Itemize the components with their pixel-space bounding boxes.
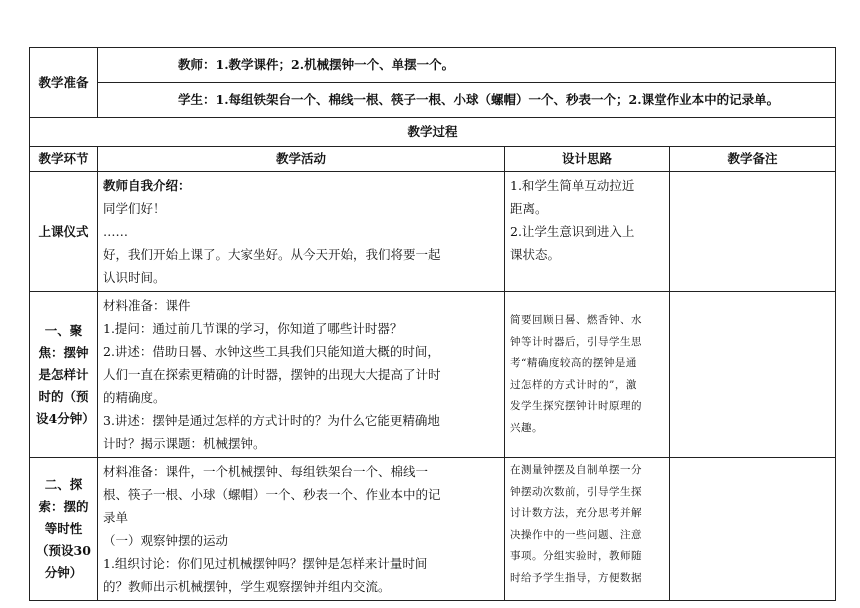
activity-cell xyxy=(98,172,505,292)
prep-label: 教学准备 xyxy=(30,48,98,118)
design-line: 时给予学生指导，方便数据 xyxy=(510,571,642,584)
design-line: 决操作中的一些问题、注意 xyxy=(510,528,642,541)
design-line: 课状态。 xyxy=(510,247,561,262)
activity-line: 人们一直在探索更精确的计时器，摆钟的出现大大提高了计时 xyxy=(103,367,441,382)
activity-line: （一）观察钟摆的运动 xyxy=(103,533,229,548)
design-cell xyxy=(505,458,670,601)
activity-line: 3.讲述：摆钟是通过怎样的方式计时的？为什么它能更精确地 xyxy=(103,413,440,428)
design-line: 简要回顾日晷、燃香钟、水 xyxy=(510,314,642,326)
stage-cell: 二、探索：摆的等时性（预设30分钟） xyxy=(30,458,98,601)
table-row xyxy=(30,172,836,292)
design-line: 发学生探究摆钟计时原理的 xyxy=(510,400,642,412)
header-note: 教学备注 xyxy=(670,147,836,172)
design-line: 距离。 xyxy=(510,201,548,216)
activity-cell xyxy=(98,458,505,601)
design-line: 考“精确度较高的摆钟是通 xyxy=(510,357,637,369)
activity-line: 认识时间。 xyxy=(103,270,166,285)
table-row xyxy=(30,292,836,458)
header-activity: 教学活动 xyxy=(98,147,505,172)
activity-line: 计时？揭示课题：机械摆钟。 xyxy=(103,436,266,451)
design-line: 1.和学生简单互动拉近 xyxy=(510,178,635,193)
activity-cell xyxy=(98,292,505,458)
activity-line: 同学们好！ xyxy=(103,201,166,216)
design-line: 2.让学生意识到进入上 xyxy=(510,224,635,239)
activity-line: 根、筷子一根、小球（螺帽）一个、秒表一个、作业本中的记 xyxy=(103,487,441,502)
activity-line: 2.讲述：借助日晷、水钟这些工具我们只能知道大概的时间， xyxy=(103,344,440,359)
design-line: 过怎样的方式计时的”，激 xyxy=(510,378,637,391)
header-stage: 教学环节 xyxy=(30,147,98,172)
design-line: 钟摆动次数前，引导学生探 xyxy=(510,485,642,498)
design-line: 事项。分组实验时，教师随 xyxy=(510,550,642,562)
lesson-plan-table xyxy=(29,47,836,601)
activity-line: 好，我们开始上课了。大家坐好。从今天开始，我们将要一起 xyxy=(103,247,441,262)
design-line: 讨计数方法，充分思考并解 xyxy=(510,507,642,519)
design-line: 兴趣。 xyxy=(510,421,543,434)
design-cell xyxy=(505,172,670,292)
activity-line: 1.提问：通过前几节课的学习，你知道了哪些计时器？ xyxy=(103,321,403,336)
design-cell xyxy=(505,292,670,458)
note-cell xyxy=(670,292,836,458)
activity-line: 教师自我介绍： xyxy=(103,178,191,193)
stage-cell: 一、聚焦：摆钟是怎样计时的（预设4分钟） xyxy=(30,292,98,458)
process-title: 教学过程 xyxy=(30,118,836,147)
header-design: 设计思路 xyxy=(505,147,670,172)
design-line: 钟等计时器后，引导学生思 xyxy=(510,335,642,348)
note-cell xyxy=(670,172,836,292)
activity-line: 的？教师出示机械摆钟，学生观察摆钟并组内交流。 xyxy=(103,579,391,594)
table-row xyxy=(30,458,836,601)
note-cell xyxy=(670,458,836,601)
prep-teacher: 教师：1.教学课件；2.机械摆钟一个、单摆一个。 xyxy=(98,48,836,83)
design-line: 在测量钟摆及自制单摆一分 xyxy=(510,464,642,476)
stage-cell: 上课仪式 xyxy=(30,172,98,292)
activity-line: 录单 xyxy=(103,510,129,525)
activity-line: 材料准备：课件 xyxy=(103,298,191,313)
prep-student: 学生：1.每组铁架台一个、棉线一根、筷子一根、小球（螺帽）一个、秒表一个；2.课堂作业本中的记录单。 xyxy=(98,83,836,118)
activity-line: …… xyxy=(103,224,128,239)
activity-line: 的精确度。 xyxy=(103,390,166,405)
activity-line: 材料准备：课件，一个机械摆钟、每组铁架台一个、棉线一 xyxy=(103,464,429,479)
activity-line: 1.组织讨论：你们见过机械摆钟吗？摆钟是怎样来计量时间 xyxy=(103,556,428,571)
